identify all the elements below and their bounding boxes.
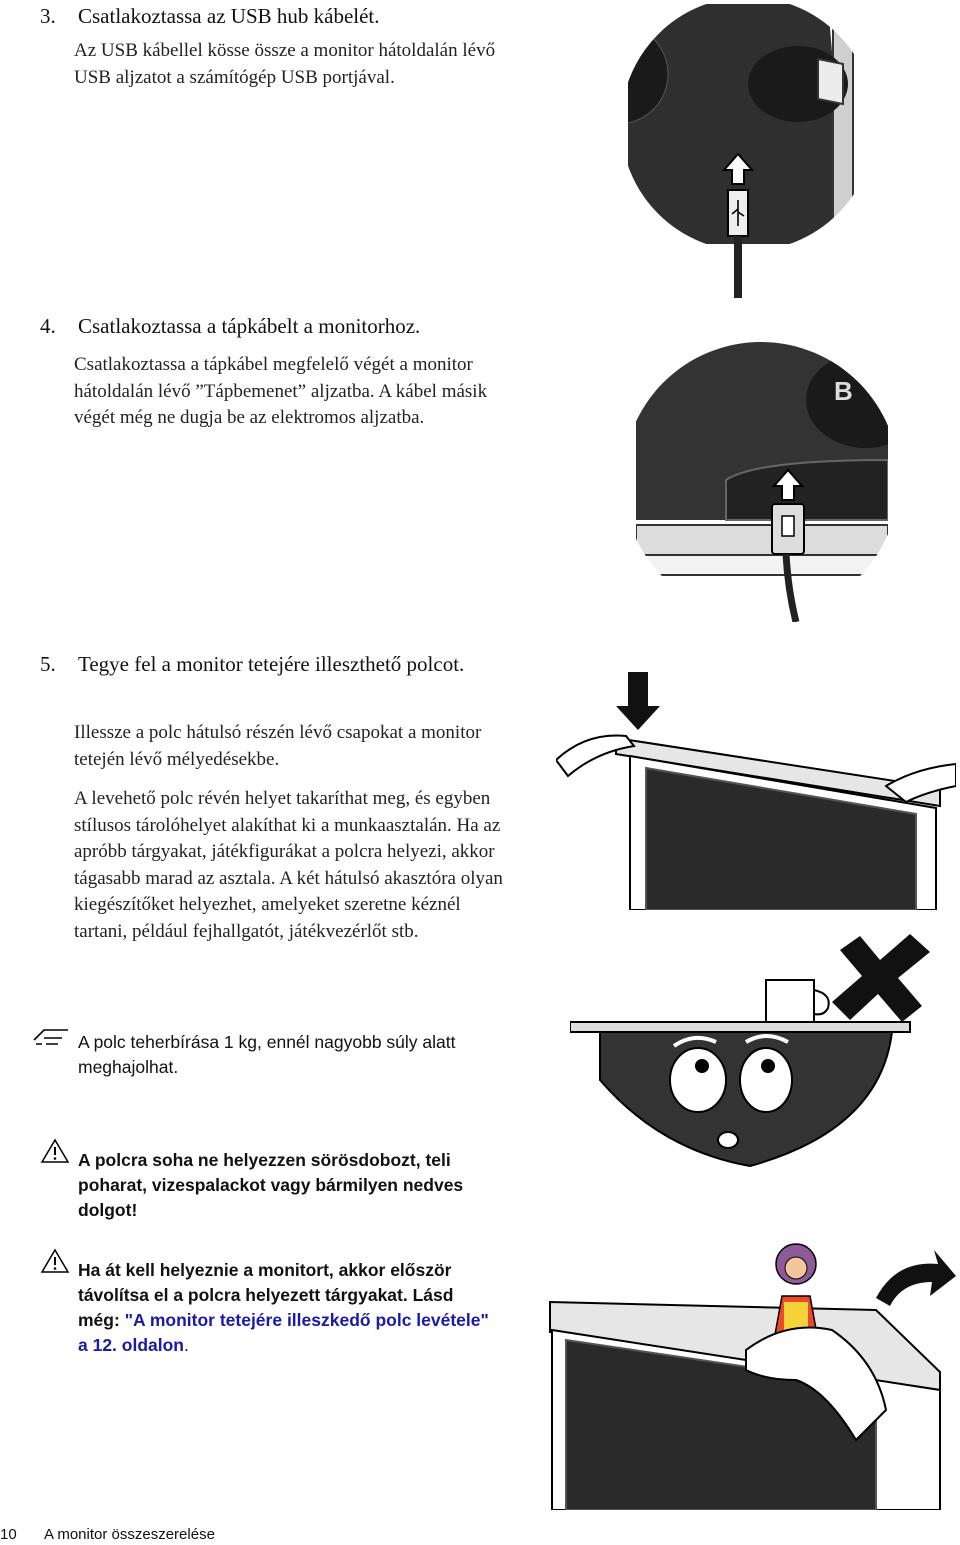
shelf-weight-warning-illustration bbox=[570, 930, 956, 1170]
down-arrow-icon bbox=[616, 672, 660, 730]
page-number: 10 bbox=[0, 1526, 17, 1543]
curved-arrow-icon bbox=[876, 1250, 956, 1306]
step-5-description-2: A levehető polc révén helyet takaríthat meg, és egyben stílusos tárolóhelyet alakíthat ki a munkaasztalán. Ha az apróbb tárgyakat, játékfigurákat a polcra helyezi, akkor tágasabb marad az asztala. A két hátulsó akasztóra olyan kiegészítőket helyezhet, amelyeket szeretne kéznél tartani, például fejhallgatót, játékvezérlőt stb. bbox=[74, 788, 503, 942]
step-title: Csatlakoztassa a tápkábelt a monitorhoz. bbox=[78, 314, 421, 338]
section-title: A monitor összeszerelése bbox=[44, 1526, 215, 1543]
step-4-description: Csatlakoztassa a tápkábel megfelelő végét a monitor hátoldalán lévő ”Tápbemenet” aljzatba. A kábel másik végét még ne dugja be az elektromos aljzatba. bbox=[74, 354, 488, 428]
warning-end: . bbox=[184, 1335, 189, 1355]
step-title: Tegye fel a monitor tetejére illeszthető polcot. bbox=[78, 652, 465, 676]
cross-icon bbox=[832, 934, 930, 1022]
step-3-heading bbox=[40, 2, 600, 30]
step-title: Csatlakoztassa az USB hub kábelét. bbox=[78, 4, 380, 28]
warning-liquids: A polcra soha ne helyezzen sörösdobozt, teli poharat, vizespalackot vagy bármilyen nedves dolgot! bbox=[78, 1150, 464, 1220]
usb-connection-illustration bbox=[628, 4, 888, 300]
step-4-heading bbox=[40, 312, 600, 340]
cross-reference-link[interactable]: "A monitor tetejére illeszkedő polc levétele" a 12. oldalon bbox=[78, 1310, 489, 1355]
shelf-install-illustration bbox=[556, 668, 956, 910]
warning-triangle-icon bbox=[40, 1138, 70, 1164]
warning-triangle-icon bbox=[40, 1248, 70, 1274]
step-number: 3. bbox=[40, 4, 56, 28]
warning-text: Ha át kell helyeznie a monitort, akkor először távolítsa el a polcra helyezett tárgyakat. Lásd még: bbox=[78, 1260, 454, 1330]
step-number: 5. bbox=[40, 652, 56, 676]
step-3-description: Az USB kábellel kösse össze a monitor hátoldalán lévő USB aljzatot a számítógép USB portjával. bbox=[74, 40, 496, 88]
step-number: 4. bbox=[40, 314, 56, 338]
step-5-description-1: Illessze a polc hátulsó részén lévő csapokat a monitor tetején lévő mélyedésekbe. bbox=[74, 722, 482, 770]
page-footer bbox=[0, 1526, 500, 1543]
power-port-label: B bbox=[834, 376, 853, 406]
power-connection-illustration bbox=[636, 340, 888, 622]
pointing-hand-icon bbox=[32, 1024, 72, 1048]
step-5-heading bbox=[40, 650, 510, 678]
warning-move-monitor bbox=[78, 1258, 498, 1358]
tip-note: A polc teherbírása 1 kg, ennél nagyobb súly alatt meghajolhat. bbox=[78, 1032, 456, 1077]
move-monitor-illustration bbox=[546, 1240, 956, 1510]
